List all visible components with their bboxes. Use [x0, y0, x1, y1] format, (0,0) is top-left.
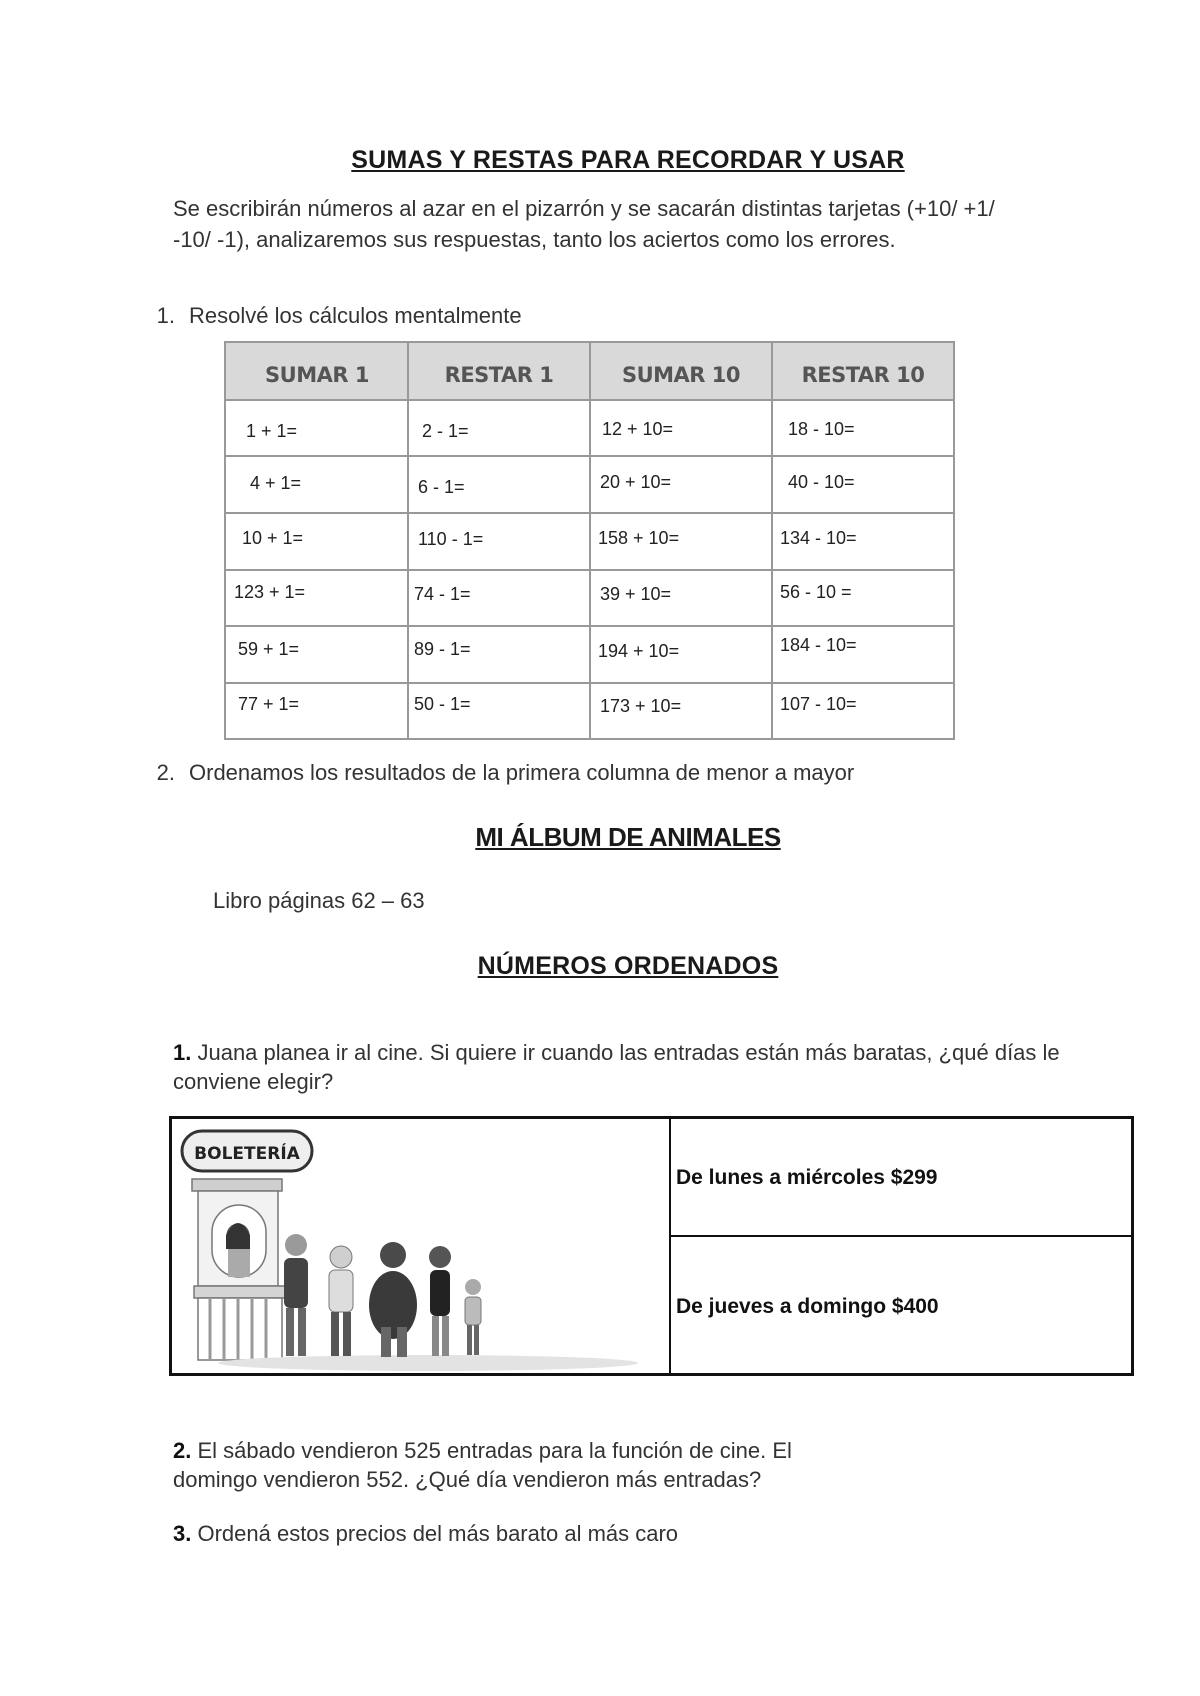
intro-paragraph: Se escribirán números al azar en el pizarrón y se sacarán distintas tarjetas (+10/ +1/ -10/ -1), analizaremos sus respuestas, tanto los aciertos como los errores.	[173, 196, 995, 252]
section-title-album: MI ÁLBUM DE ANIMALES	[475, 822, 781, 852]
person-icon	[369, 1242, 417, 1357]
calc-cell: 77 + 1=	[238, 694, 300, 714]
sign-text: BOLETERÍA	[194, 1144, 300, 1164]
calc-cell: 50 - 1=	[414, 694, 471, 714]
list-item-1	[137, 303, 522, 329]
price-weekend: De jueves a domingo $400	[676, 1295, 939, 1318]
header-restar-10: RESTAR 10	[801, 363, 925, 387]
row-divider	[226, 625, 953, 627]
calc-cell: 40 - 10=	[788, 472, 855, 492]
calc-cell: 184 - 10=	[780, 635, 857, 655]
header-restar-1: RESTAR 1	[444, 363, 554, 387]
child-icon	[465, 1279, 481, 1355]
question-number: 3.	[173, 1521, 192, 1546]
section-title-numeros-ordenados: NÚMEROS ORDENADOS	[477, 952, 779, 980]
column-divider	[407, 343, 409, 738]
list-item-2	[137, 760, 854, 786]
column-divider	[589, 343, 591, 738]
calc-cell: 173 + 10=	[600, 696, 682, 716]
calc-cell: 20 + 10=	[600, 472, 672, 492]
calc-cell: 1 + 1=	[246, 421, 298, 441]
calc-cell: 59 + 1=	[238, 639, 300, 659]
calc-cell: 110 - 1=	[418, 529, 484, 549]
person-icon	[329, 1246, 353, 1356]
column-divider	[771, 343, 773, 738]
question-number: 2.	[173, 1438, 192, 1463]
booth-icon	[192, 1179, 286, 1360]
question-text: El sábado vendieron 525 entradas para la función de cine. El domingo vendieron 552. ¿Qué día vendieron más entradas?	[173, 1438, 792, 1492]
price-weekdays: De lunes a miércoles $299	[676, 1166, 938, 1189]
calc-cell: 158 + 10=	[598, 528, 680, 548]
calc-cell: 89 - 1=	[414, 639, 471, 659]
calc-cell: 74 - 1=	[414, 584, 471, 604]
ground-shadow	[218, 1355, 638, 1371]
row-divider	[226, 455, 953, 457]
question-number: 1.	[173, 1040, 192, 1065]
calc-cell: 194 + 10=	[598, 641, 680, 661]
calc-cell: 10 + 1=	[242, 528, 304, 548]
person-icon	[429, 1246, 451, 1356]
question-1	[173, 1038, 1073, 1096]
question-3	[173, 1519, 1073, 1548]
section-title-sumas-restas: SUMAS Y RESTAS PARA RECORDAR Y USAR	[351, 146, 905, 174]
row-divider	[226, 569, 953, 571]
list-item-text: Resolvé los cálculos mentalmente	[189, 303, 522, 328]
calc-table	[224, 341, 955, 740]
question-2	[173, 1436, 873, 1494]
row-divider	[226, 682, 953, 684]
header-sumar-10: SUMAR 10	[621, 363, 741, 387]
calc-cell: 39 + 10=	[600, 584, 672, 604]
calc-cell: 56 - 10 =	[780, 582, 852, 602]
question-text: Juana planea ir al cine. Si quiere ir cuando las entradas están más baratas, ¿qué días le conviene elegir?	[173, 1040, 1060, 1094]
calc-cell: 18 - 10=	[788, 419, 855, 439]
column-divider	[669, 1119, 671, 1373]
boleteria-sign	[182, 1131, 312, 1171]
list-number: 2.	[156, 760, 175, 785]
ticket-booth-illustration	[178, 1127, 668, 1372]
row-divider	[226, 399, 953, 401]
list-item-text: Ordenamos los resultados de la primera columna de menor a mayor	[189, 760, 855, 785]
book-pages-text: Libro páginas 62 – 63	[213, 888, 425, 913]
calc-cell: 123 + 1=	[234, 582, 306, 602]
calc-cell: 2 - 1=	[422, 421, 469, 441]
person-icon	[284, 1234, 308, 1356]
calc-cell: 4 + 1=	[250, 473, 302, 493]
calc-cell: 6 - 1=	[418, 477, 465, 497]
calc-cell: 12 + 10=	[602, 419, 674, 439]
ticket-price-table	[169, 1116, 1134, 1376]
row-divider	[669, 1235, 1134, 1237]
list-number: 1.	[156, 303, 175, 328]
calc-cell: 134 - 10=	[780, 528, 857, 548]
row-divider	[226, 512, 953, 514]
header-sumar-1: SUMAR 1	[265, 363, 369, 387]
question-text: Ordená estos precios del más barato al más caro	[191, 1521, 679, 1546]
calc-cell: 107 - 10=	[780, 694, 857, 714]
